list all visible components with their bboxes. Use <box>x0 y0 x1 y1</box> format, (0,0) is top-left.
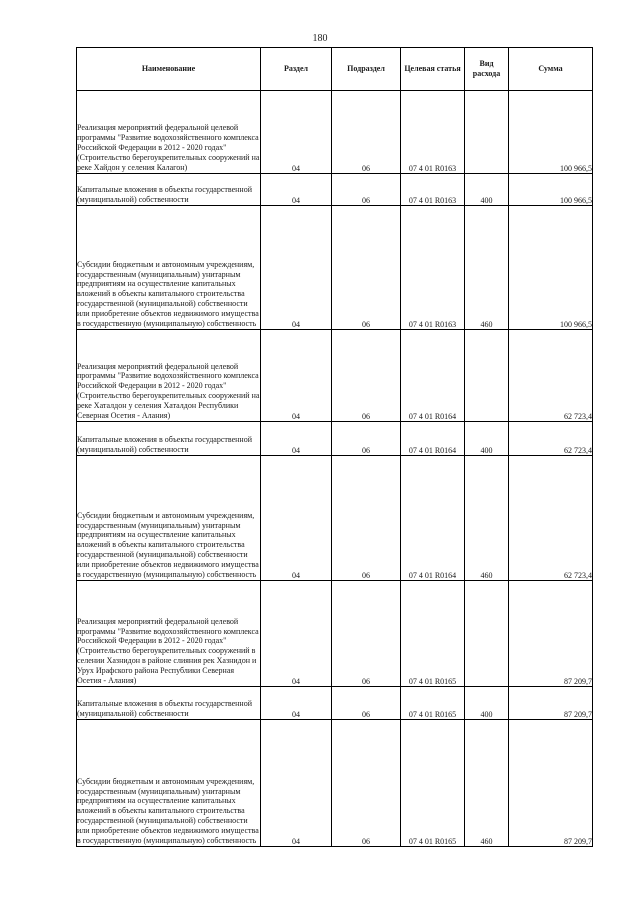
row-razdel: 04 <box>261 456 332 581</box>
row-name: Реализация мероприятий федеральной целевой программы "Развитие водохозяйственного комплекса Российской Федерации в 2012 - 2020 годах" (Строительство берегоукрепительных сооружений на реке Хаталдон у селения Хаталдон Республики Северная Осетия - Алания) <box>77 330 261 422</box>
row-razdel: 04 <box>261 720 332 847</box>
row-statya: 07 4 01 R0165 <box>401 581 465 687</box>
row-podrazdel: 06 <box>332 687 401 720</box>
header-vid: Вид расхода <box>465 48 509 91</box>
row-razdel: 04 <box>261 422 332 456</box>
row-name: Капитальные вложения в объекты государственной (муниципальной) собственности <box>77 174 261 206</box>
row-summa: 87 209,7 <box>509 720 593 847</box>
row-podrazdel: 06 <box>332 422 401 456</box>
row-vid: 400 <box>465 687 509 720</box>
row-razdel: 04 <box>261 687 332 720</box>
row-podrazdel: 06 <box>332 91 401 174</box>
row-summa: 87 209,7 <box>509 687 593 720</box>
row-summa: 100 966,5 <box>509 174 593 206</box>
row-statya: 07 4 01 R0164 <box>401 456 465 581</box>
row-podrazdel: 06 <box>332 581 401 687</box>
table-row <box>77 581 593 687</box>
row-vid <box>465 581 509 687</box>
row-razdel: 04 <box>261 174 332 206</box>
header-podrazdel: Подраздел <box>332 48 401 91</box>
row-statya: 07 4 01 R0164 <box>401 330 465 422</box>
budget-table <box>76 47 593 847</box>
row-podrazdel: 06 <box>332 720 401 847</box>
row-razdel: 04 <box>261 581 332 687</box>
table-row <box>77 456 593 581</box>
row-statya: 07 4 01 R0163 <box>401 174 465 206</box>
header-razdel: Раздел <box>261 48 332 91</box>
row-summa: 87 209,7 <box>509 581 593 687</box>
row-name: Субсидии бюджетным и автономным учреждениям, государственным (муниципальным) унитарным предприятиям на осуществление капитальных вложений в объекты капитального строительства государственной (муниципальной) собственности или приобретение объектов недвижимого имущества в государственную (муниципальную) собственность <box>77 456 261 581</box>
table-row <box>77 206 593 330</box>
header-name: Наименование <box>77 48 261 91</box>
row-summa: 100 966,5 <box>509 206 593 330</box>
row-razdel: 04 <box>261 91 332 174</box>
row-name: Реализация мероприятий федеральной целевой программы "Развитие водохозяйственного комплекса Российской Федерации в 2012 - 2020 годах" (Строительство берегоукрепительных сооружений в селении Хазнидон в районе слияния рек Хазнидон и Урух Ирафского района Республики Северная Осетия - Алания) <box>77 581 261 687</box>
row-vid: 460 <box>465 720 509 847</box>
row-razdel: 04 <box>261 206 332 330</box>
row-podrazdel: 06 <box>332 174 401 206</box>
row-vid: 460 <box>465 456 509 581</box>
row-statya: 07 4 01 R0165 <box>401 720 465 847</box>
row-vid: 400 <box>465 422 509 456</box>
row-summa: 100 966,5 <box>509 91 593 174</box>
row-name: Капитальные вложения в объекты государственной (муниципальной) собственности <box>77 687 261 720</box>
header-statya: Целевая статья <box>401 48 465 91</box>
row-summa: 62 723,4 <box>509 456 593 581</box>
row-podrazdel: 06 <box>332 206 401 330</box>
row-statya: 07 4 01 R0164 <box>401 422 465 456</box>
row-statya: 07 4 01 R0165 <box>401 687 465 720</box>
row-razdel: 04 <box>261 330 332 422</box>
row-podrazdel: 06 <box>332 456 401 581</box>
row-name: Субсидии бюджетным и автономным учреждениям, государственным (муниципальным) унитарным предприятиям на осуществление капитальных вложений в объекты капитального строительства государственной (муниципальной) собственности или приобретение объектов недвижимого имущества в государственную (муниципальную) собственность <box>77 206 261 330</box>
row-vid <box>465 91 509 174</box>
table-row <box>77 174 593 206</box>
page-number: 180 <box>312 33 328 44</box>
row-podrazdel: 06 <box>332 330 401 422</box>
table-header <box>77 48 593 91</box>
row-statya: 07 4 01 R0163 <box>401 91 465 174</box>
row-vid: 460 <box>465 206 509 330</box>
row-statya: 07 4 01 R0163 <box>401 206 465 330</box>
row-vid: 400 <box>465 174 509 206</box>
row-vid <box>465 330 509 422</box>
row-summa: 62 723,4 <box>509 330 593 422</box>
table-row <box>77 687 593 720</box>
row-name: Капитальные вложения в объекты государственной (муниципальной) собственности <box>77 422 261 456</box>
row-name: Субсидии бюджетным и автономным учреждениям, государственным (муниципальным) унитарным предприятиям на осуществление капитальных вложений в объекты капитального строительства государственной (муниципальной) собственности или приобретение объектов недвижимого имущества в государственную (муниципальную) собственность <box>77 720 261 847</box>
table-row <box>77 720 593 847</box>
header-summa: Сумма <box>509 48 593 91</box>
table-row <box>77 91 593 174</box>
table-row <box>77 422 593 456</box>
table-row <box>77 330 593 422</box>
row-name: Реализация мероприятий федеральной целевой программы "Развитие водохозяйственного комплекса Российской Федерации в 2012 - 2020 годах" (Строительство берегоукрепительных сооружений на реке Хайдон у селения Калагон) <box>77 91 261 174</box>
row-summa: 62 723,4 <box>509 422 593 456</box>
